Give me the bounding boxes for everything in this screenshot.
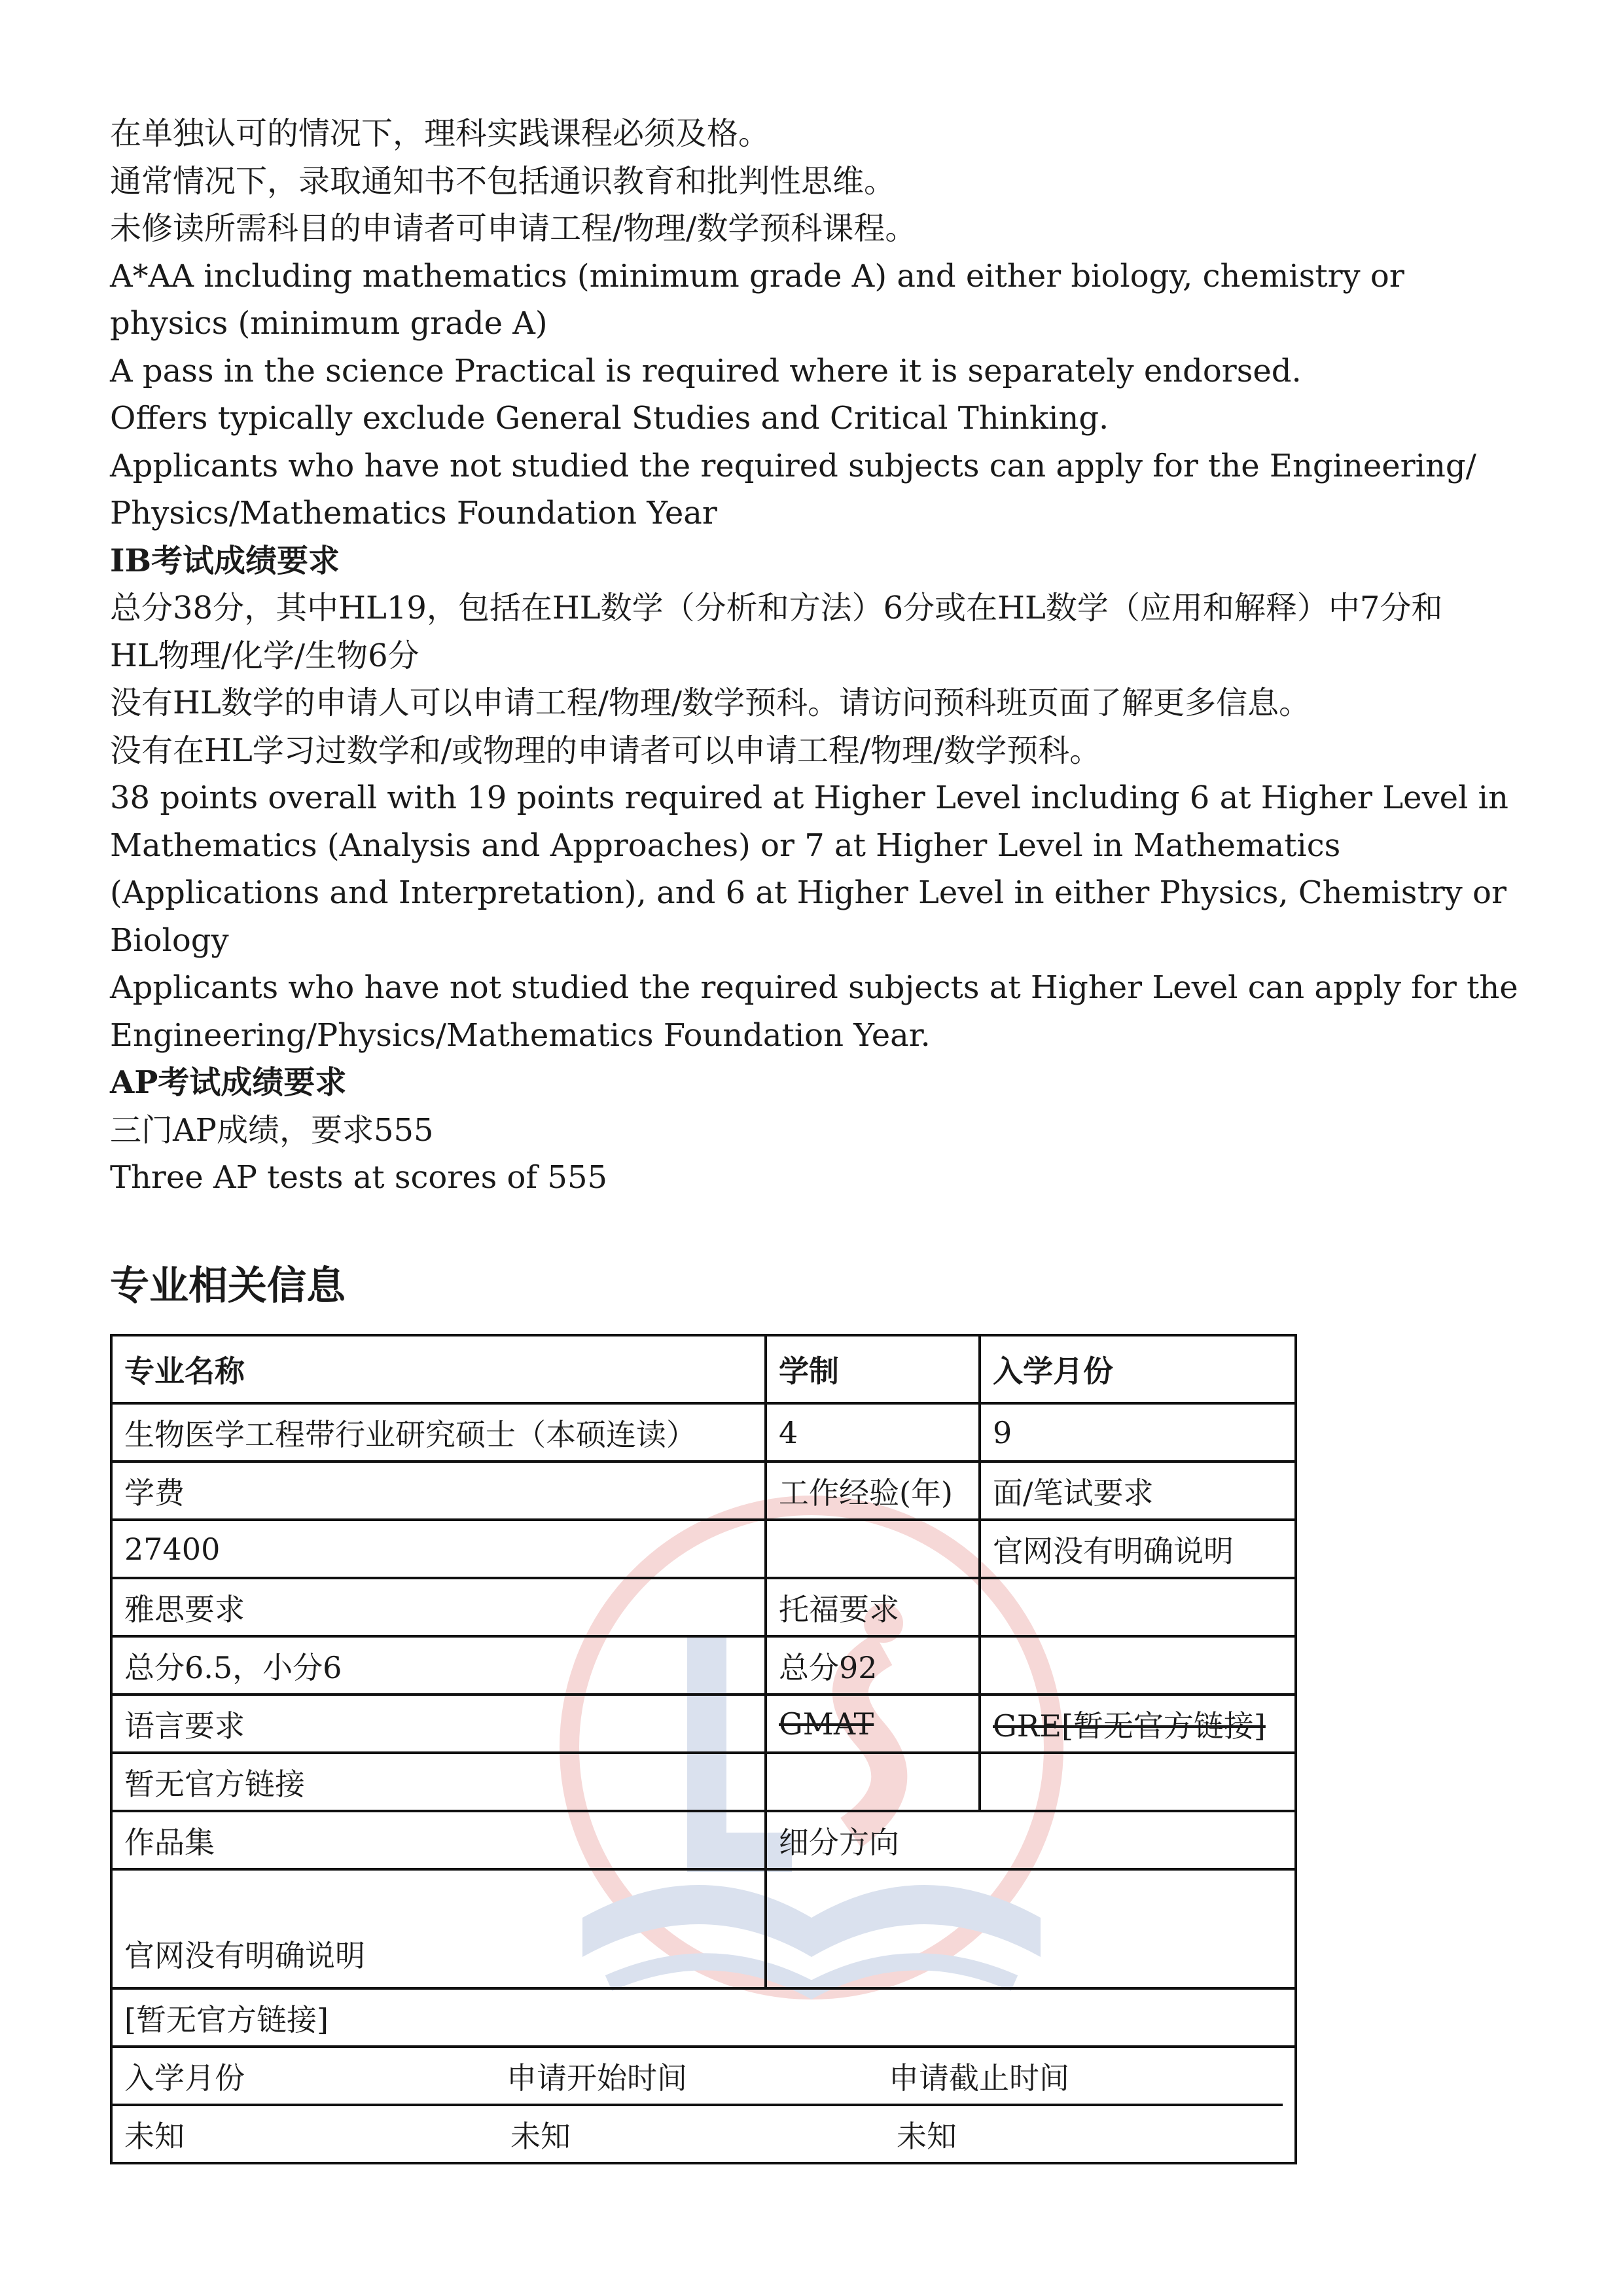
- table-row: [111, 1520, 1296, 1578]
- text-line: Applicants who have not studied the required subjects at Higher Level can apply for the: [110, 969, 1518, 1006]
- text-line: 没有在HL学习过数学和/或物理的申请者可以申请工程/物理/数学预科。: [110, 732, 1101, 769]
- text-line: physics (minimum grade A): [110, 305, 548, 342]
- table-row: [111, 1335, 1296, 1403]
- cell-language: 暂无官方链接: [111, 1753, 766, 1811]
- text-line: 没有HL数学的申请人可以申请工程/物理/数学预科。请访问预科班页面了解更多信息。: [110, 685, 1311, 721]
- table-row: [111, 1636, 1296, 1695]
- text-line: 38 points overall with 19 points required at Higher Level including 6 at Higher Level in: [110, 780, 1508, 816]
- cell-header-month: 入学月份: [980, 1335, 1296, 1403]
- table-row: [111, 2047, 1296, 2163]
- cell-header-duration: 学制: [766, 1335, 980, 1403]
- text-line: Offers typically exclude General Studies and Critical Thinking.: [110, 400, 1109, 437]
- cell-empty: [980, 1636, 1296, 1695]
- dates-grid: [113, 2048, 1294, 2162]
- cell-header-gmat: GMAT: [766, 1695, 980, 1753]
- text-line: A*AA including mathematics (minimum grade A) and either biology, chemistry or: [110, 257, 1404, 295]
- table-row: [111, 1695, 1296, 1753]
- requirements-text: [110, 110, 1517, 1202]
- text-line: (Applications and Interpretation), and 6 at Higher Level in either Physics, Chemistry or: [110, 874, 1507, 911]
- cell-header-name: 专业名称: [111, 1335, 766, 1403]
- cell-header-gre: GRE[暂无官方链接]: [980, 1695, 1296, 1753]
- cell-month: 9: [980, 1403, 1296, 1462]
- cell-experience: [766, 1520, 980, 1578]
- cell-interview: 官网没有明确说明: [980, 1520, 1296, 1578]
- cell-header-toefl: 托福要求: [766, 1578, 980, 1636]
- text-line: A pass in the science Practical is required where it is separately endorsed.: [110, 352, 1302, 389]
- table-row: [111, 1578, 1296, 1636]
- table-row: [111, 1753, 1296, 1811]
- dates-intake: 未知: [124, 2118, 185, 2154]
- dates-deadline: 未知: [897, 2118, 957, 2154]
- dates-header-open: 申请开始时间: [507, 2060, 687, 2096]
- cell-fee: 27400: [111, 1520, 766, 1578]
- text-line: Biology: [110, 922, 229, 959]
- text-line: HL物理/化学/生物6分: [110, 637, 419, 674]
- text-line: Three AP tests at scores of 555: [110, 1159, 608, 1196]
- text-line: Mathematics (Analysis and Approaches) or 7 at Higher Level in Mathematics: [110, 827, 1341, 864]
- cell-header-portfolio: 作品集: [111, 1811, 766, 1869]
- table-row: [111, 1403, 1296, 1462]
- table-row: [111, 1988, 1296, 2047]
- table-row: [111, 1869, 1296, 1988]
- cell-header-language: 语言要求: [111, 1695, 766, 1753]
- cell-header-fee: 学费: [111, 1462, 766, 1520]
- text-line: 通常情况下，录取通知书不包括通识教育和批判性思维。: [110, 162, 896, 200]
- dates-header-deadline: 申请截止时间: [889, 2060, 1069, 2096]
- cell-header-interview: 面/笔试要求: [980, 1462, 1296, 1520]
- dates-header-intake: 入学月份: [124, 2060, 245, 2096]
- text-line: 总分38分，其中HL19，包括在HL数学（分析和方法）6分或在HL数学（应用和解释）中7分和: [110, 590, 1443, 626]
- cell-header-direction: 细分方向: [766, 1811, 1296, 1869]
- cell-empty: [980, 1753, 1296, 1811]
- ib-heading: IB考试成绩要求: [110, 542, 340, 579]
- text-line: Engineering/Physics/Mathematics Foundation Year.: [110, 1016, 931, 1054]
- cell-dates: [111, 2047, 1296, 2163]
- dates-open: 未知: [510, 2118, 571, 2154]
- section-title: 专业相关信息: [110, 1263, 346, 1309]
- text-line: 在单独认可的情况下，理科实践课程必须及格。: [110, 115, 770, 152]
- table-row: [111, 1811, 1296, 1869]
- table-row: [111, 1462, 1296, 1520]
- text-line: 未修读所需科目的申请者可申请工程/物理/数学预科课程。: [110, 210, 917, 247]
- cell-direction: [766, 1869, 1296, 1988]
- ap-heading: AP考试成绩要求: [110, 1064, 347, 1101]
- dates-header-row: [113, 2048, 1283, 2106]
- text-line: Physics/Mathematics Foundation Year: [110, 495, 717, 531]
- text-line: Applicants who have not studied the required subjects can apply for the Engineering/: [110, 447, 1476, 484]
- cell-empty: [766, 1753, 980, 1811]
- cell-header-experience: 工作经验(年): [766, 1462, 980, 1520]
- program-info-table: [110, 1334, 1297, 2164]
- cell-portfolio: 官网没有明确说明: [111, 1869, 766, 1988]
- cell-program-name: 生物医学工程带行业研究硕士（本硕连读）: [111, 1403, 766, 1462]
- cell-toefl: 总分92: [766, 1636, 980, 1695]
- cell-duration: 4: [766, 1403, 980, 1462]
- cell-header-ielts: 雅思要求: [111, 1578, 766, 1636]
- cell-empty: [980, 1578, 1296, 1636]
- text-line: 三门AP成绩，要求555: [110, 1111, 434, 1149]
- dates-value-row: [113, 2106, 1294, 2162]
- cell-ielts: 总分6.5，小分6: [111, 1636, 766, 1695]
- cell-link: [暂无官方链接]: [111, 1988, 1296, 2047]
